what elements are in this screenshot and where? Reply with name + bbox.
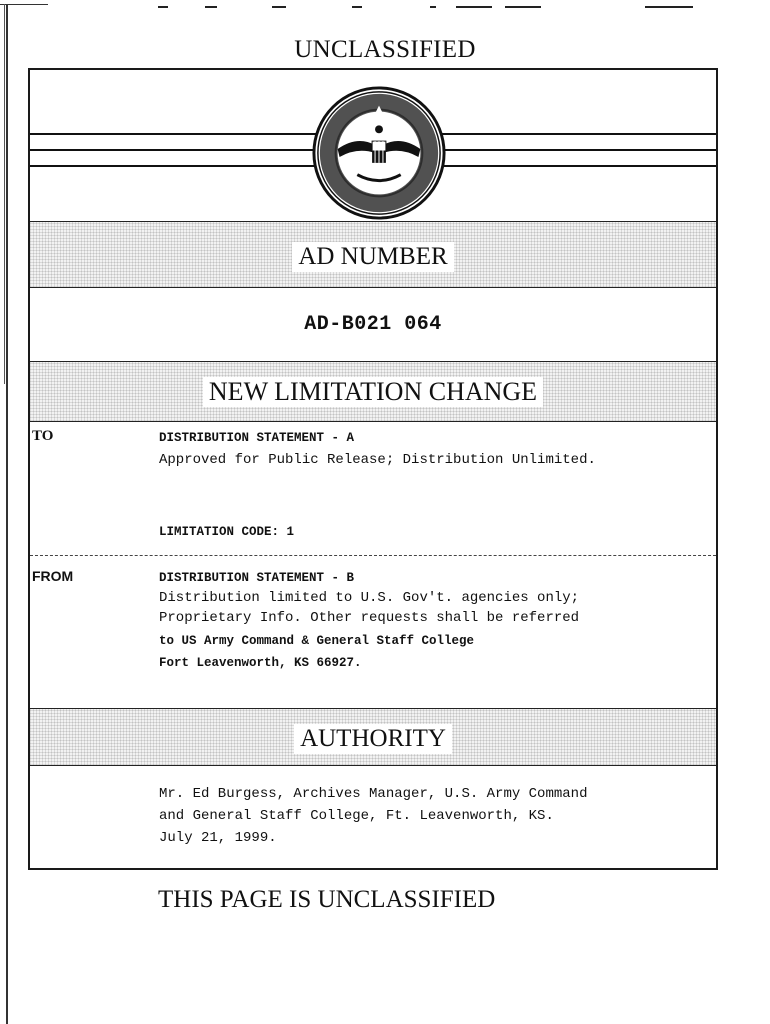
scan-mark (505, 6, 541, 8)
authority-line-3: July 21, 1999. (159, 830, 277, 846)
authority-heading: AUTHORITY (294, 724, 452, 754)
ad-number-row (30, 288, 716, 362)
classification-footer: THIS PAGE IS UNCLASSIFIED (158, 886, 496, 913)
limitation-band (30, 362, 716, 422)
authority-section (30, 766, 716, 870)
scan-mark (272, 6, 286, 8)
ad-number-value: AD-B021 064 (304, 313, 442, 336)
from-line-1: Distribution limited to U.S. Gov't. agencies only; (159, 590, 580, 606)
authority-band (30, 708, 716, 766)
from-line-2: Proprietary Info. Other requests shall be referred (159, 610, 580, 626)
scan-mark (352, 6, 362, 8)
scan-mark (205, 6, 217, 8)
department-of-defense-seal-icon (310, 84, 448, 222)
scan-mark (158, 6, 168, 8)
scan-mark (456, 6, 492, 8)
ad-number-band (30, 222, 716, 288)
scan-mark (645, 6, 693, 8)
scan-artifacts (0, 0, 770, 12)
limitation-code: LIMITATION CODE: 1 (159, 525, 295, 539)
classification-header: UNCLASSIFIED (294, 36, 476, 63)
to-label: TO (32, 428, 54, 444)
from-line-3: to US Army Command & General Staff College (159, 634, 475, 648)
from-section (30, 556, 716, 708)
authority-line-1: Mr. Ed Burgess, Archives Manager, U.S. Army Command (159, 786, 588, 802)
ad-number-heading: AD NUMBER (292, 242, 453, 272)
document-form (28, 68, 718, 870)
from-statement: DISTRIBUTION STATEMENT - B (159, 571, 355, 585)
scan-mark (430, 6, 436, 8)
page-edge-line (6, 4, 8, 1024)
from-label: FROM (32, 568, 74, 584)
seal-section (30, 70, 716, 222)
to-text: Approved for Public Release; Distribution Unlimited. (159, 452, 596, 468)
from-line-4: Fort Leavenworth, KS 66927. (159, 656, 362, 670)
to-statement: DISTRIBUTION STATEMENT - A (159, 431, 355, 445)
limitation-heading: NEW LIMITATION CHANGE (203, 377, 543, 407)
authority-line-2: and General Staff College, Ft. Leavenworth, KS. (159, 808, 554, 824)
to-section (30, 422, 716, 556)
